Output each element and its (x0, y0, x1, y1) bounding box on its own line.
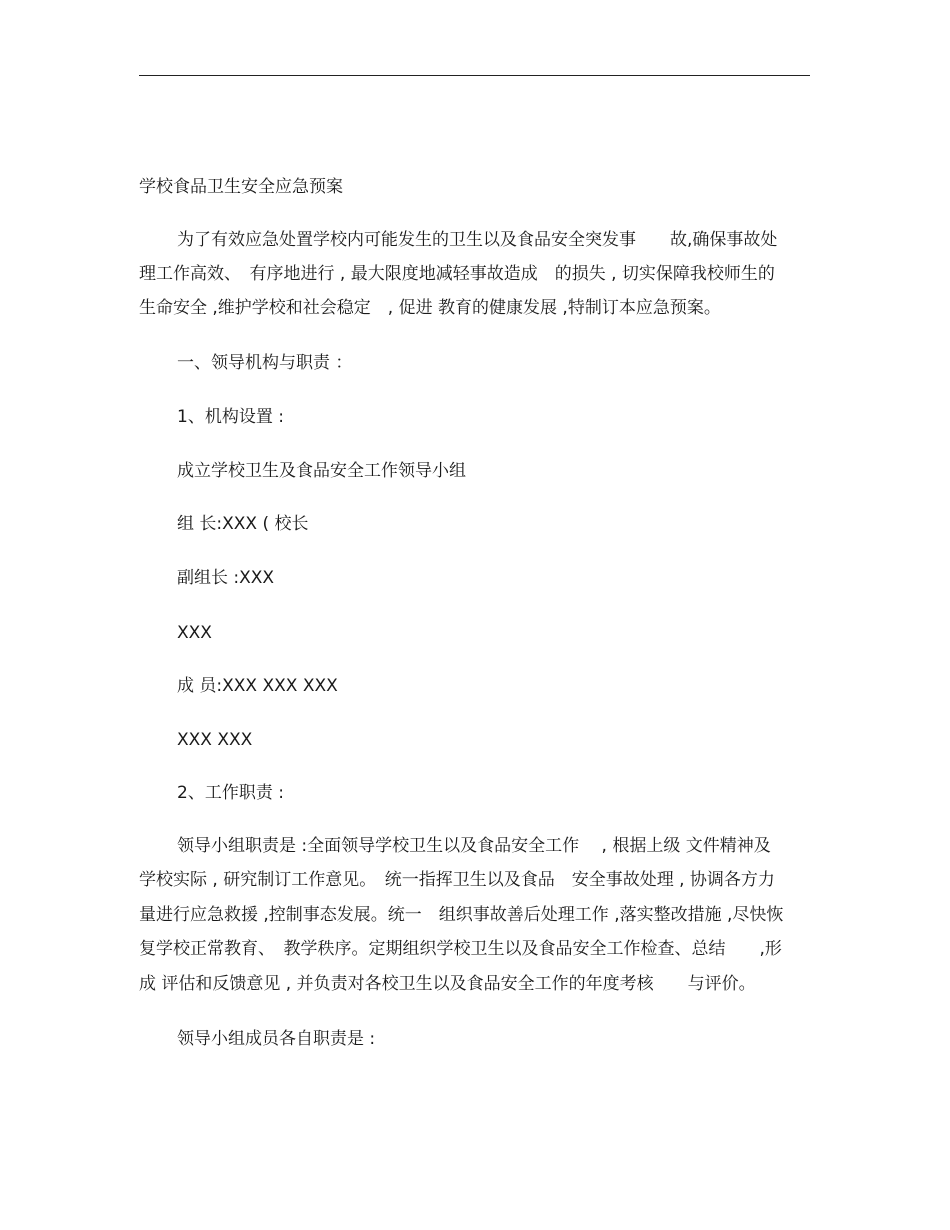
section-1-heading: 一、领导机构与职责 ： (177, 353, 353, 373)
duties-line-1: 领导小组职责是 :全面领导学校卫生以及食品安全工作 , 根据上级 文件精神及 (177, 836, 771, 856)
intro-line-3: 生命安全 ,维护学校和社会稳定 , 促进 教育的健康发展 ,特制订本应急预案。 (139, 298, 721, 318)
intro-line-1: 为了有效应急处置学校内可能发生的卫生以及食品安全突发事 故,确保事故处 (177, 230, 778, 250)
duties-line-5: 成 评估和反馈意见 , 并负责对各校卫生以及食品安全工作的年度考核 与评价。 (139, 974, 756, 994)
deputy-line: 副组长 :XXX (177, 568, 275, 588)
group-name: 成立学校卫生及食品安全工作领导小组 (177, 461, 466, 481)
duties-line-2: 学校实际 , 研究制订工作意见。 统一指挥卫生以及食品 安全事故处理 , 协调各方力 (139, 870, 775, 890)
duties-line-3: 量进行应急救援 ,控制事态发展。统一 组织事故善后处理工作 ,落实整改措施 ,尽快恢 (139, 905, 784, 925)
member-duties-heading: 领导小组成员各自职责是 : (177, 1029, 376, 1049)
subsection-2-heading: 2、工作职责 : (177, 783, 284, 803)
subsection-1-heading: 1、机构设置 : (177, 407, 284, 427)
duties-line-4: 复学校正常教育、 教学秩序。定期组织学校卫生以及食品安全工作检查、总结 ,形 (139, 939, 782, 959)
members-line: 成 员:XXX XXX XXX (177, 676, 338, 696)
deputy-line-2: XXX (177, 623, 212, 643)
header-rule (139, 75, 810, 76)
document-title: 学校食品卫生安全应急预案 (139, 177, 343, 197)
members-line-2: XXX XXX (177, 730, 253, 750)
intro-line-2: 理工作高效、 有序地进行 , 最大限度地减轻事故造成 的损失 , 切实保障我校师生的 (139, 264, 775, 284)
leader-line: 组 长:XXX ( 校长 (177, 514, 309, 534)
